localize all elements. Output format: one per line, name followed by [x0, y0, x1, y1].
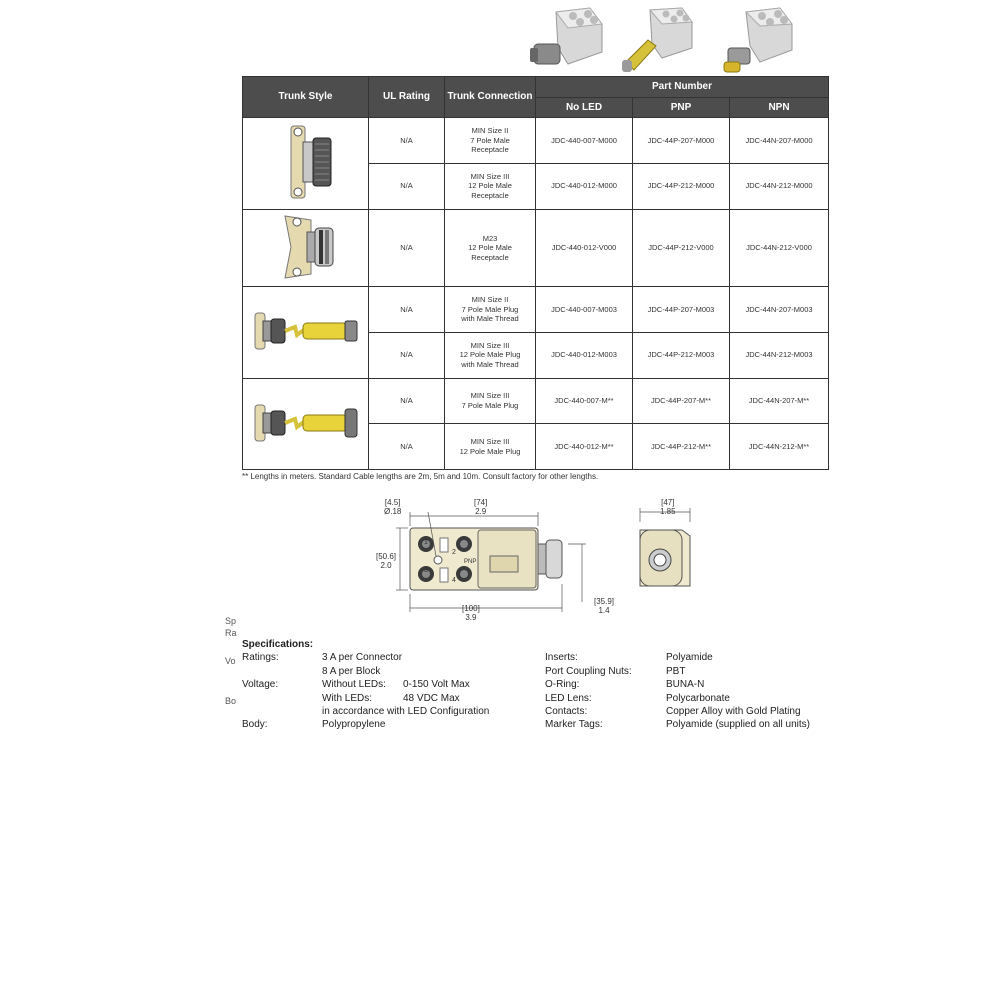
spec-value: Polyamide (supplied on all units)	[666, 719, 810, 730]
table-row	[243, 209, 829, 287]
header-pnp: PNP	[633, 98, 730, 118]
header-part-number: Part Number	[536, 77, 829, 98]
header-ul-rating: UL Rating	[369, 77, 445, 118]
spec-value: With LEDs:	[322, 693, 373, 704]
part-number-pnp: JDC-44P-212-M003	[633, 332, 730, 378]
trunk-connection-cell: MIN Size III 12 Pole Male Receptacle	[445, 163, 536, 209]
spec-key: LED Lens:	[545, 693, 592, 704]
trunk-style-image-plug-threaded	[243, 287, 369, 379]
part-number-npn: JDC-44N-207-M000	[730, 118, 829, 164]
fragment-text: Sp	[225, 616, 237, 626]
spec-key: Body:	[242, 719, 268, 730]
spec-value: 8 A per Block	[322, 666, 381, 677]
side-view-drawing	[630, 508, 700, 598]
ul-rating-cell: N/A	[369, 332, 445, 378]
ul-rating-cell: N/A	[369, 118, 445, 164]
part-number-pnp: JDC-44P-212-M**	[633, 424, 730, 470]
spec-key: Inserts:	[545, 652, 578, 663]
part-number-no-led: JDC-440-007-M000	[536, 118, 633, 164]
fragment-text: Ra	[225, 628, 237, 638]
part-number-no-led: JDC-440-012-M003	[536, 332, 633, 378]
footnote: ** Lengths in meters. Standard Cable lengths are 2m, 5m and 10m. Consult factory for other lengths.	[242, 472, 599, 481]
spec-value: Polyamide	[666, 652, 713, 663]
trunk-connection-cell: M23 12 Pole Male Receptacle	[445, 209, 536, 287]
part-number-no-led: JDC-440-012-M000	[536, 163, 633, 209]
part-number-no-led: JDC-440-007-M003	[536, 287, 633, 333]
trunk-connection-cell: MIN Size III 12 Pole Male Plug	[445, 424, 536, 470]
dim-width-top: [74] 2.9	[474, 498, 488, 516]
spec-value: 0-150 Volt Max	[403, 679, 470, 690]
part-number-npn: JDC-44N-212-M003	[730, 332, 829, 378]
part-number-npn: JDC-44N-207-M**	[730, 378, 829, 424]
part-number-pnp: JDC-44P-212-M000	[633, 163, 730, 209]
product-photo-receptacle	[528, 4, 608, 76]
trunk-style-image-min-receptacle	[243, 118, 369, 210]
header-no-led: No LED	[536, 98, 633, 118]
header-npn: NPN	[730, 98, 829, 118]
ul-rating-cell: N/A	[369, 424, 445, 470]
spec-value: PBT	[666, 666, 686, 677]
spec-key: Ratings:	[242, 652, 279, 663]
trunk-connection-cell: MIN Size II 7 Pole Male Receptacle	[445, 118, 536, 164]
spec-value: 3 A per Connector	[322, 652, 403, 663]
part-number-npn: JDC-44N-212-M**	[730, 424, 829, 470]
spec-key: Marker Tags:	[545, 719, 603, 730]
table-row	[243, 287, 829, 333]
spec-key: O-Ring:	[545, 679, 580, 690]
port-number-4: 4	[452, 577, 456, 584]
ul-rating-cell: N/A	[369, 163, 445, 209]
spec-value: BUNA-N	[666, 679, 705, 690]
fragment-text: Bo	[225, 696, 237, 706]
fragment-text: Vo	[225, 656, 236, 666]
spec-value: Copper Alloy with Gold Plating	[666, 706, 801, 717]
table-row	[243, 118, 829, 164]
pnp-marking: PNP	[464, 559, 477, 565]
dimension-drawing	[370, 490, 670, 625]
spec-value: Polycarbonate	[666, 693, 730, 704]
table-row	[243, 378, 829, 424]
part-number-pnp: JDC-44P-207-M**	[633, 378, 730, 424]
spec-key: Port Coupling Nuts:	[545, 666, 632, 677]
spec-value: in accordance with LED Configuration	[322, 706, 490, 717]
spec-value: Without LEDs:	[322, 679, 386, 690]
dim-hole-diameter: [4.5] Ø.18	[384, 498, 402, 516]
trunk-style-image-m23-receptacle	[243, 209, 369, 287]
part-number-pnp: JDC-44P-207-M000	[633, 118, 730, 164]
part-number-pnp: JDC-44P-207-M003	[633, 287, 730, 333]
dim-connector-offset: [35.9] 1.4	[594, 597, 615, 615]
trunk-connection-cell: MIN Size III 7 Pole Male Plug	[445, 378, 536, 424]
part-number-no-led: JDC-440-012-M**	[536, 424, 633, 470]
spec-key: Contacts:	[545, 706, 588, 717]
spec-value: 48 VDC Max	[403, 693, 460, 704]
port-number-2: 2	[452, 549, 456, 556]
part-number-npn: JDC-44N-207-M003	[730, 287, 829, 333]
header-trunk-style: Trunk Style	[243, 77, 369, 118]
port-number-1: 1	[424, 539, 428, 546]
spec-value: Polypropylene	[322, 719, 386, 730]
product-photo-plug-threaded	[618, 4, 698, 76]
part-number-pnp: JDC-44P-212-V000	[633, 209, 730, 287]
part-number-table	[242, 76, 829, 470]
part-number-no-led: JDC-440-012-V000	[536, 209, 633, 287]
trunk-connection-cell: MIN Size II 7 Pole Male Plug with Male Thread	[445, 287, 536, 333]
ul-rating-cell: N/A	[369, 287, 445, 333]
part-number-npn: JDC-44N-212-V000	[730, 209, 829, 287]
ul-rating-cell: N/A	[369, 378, 445, 424]
spec-key: Voltage:	[242, 679, 279, 690]
dim-overall-length: [100] 3.9	[462, 604, 480, 622]
header-trunk-connection: Trunk Connection	[445, 77, 536, 118]
product-photo-plug-cable	[720, 4, 800, 76]
trunk-connection-cell: MIN Size III 12 Pole Male Plug with Male Thread	[445, 332, 536, 378]
port-number-3: 3	[424, 567, 428, 574]
part-number-npn: JDC-44N-212-M000	[730, 163, 829, 209]
ul-rating-cell: N/A	[369, 209, 445, 287]
specs-title: Specifications:	[242, 639, 314, 650]
dim-height: [50.6] 2.0	[376, 552, 397, 570]
part-number-no-led: JDC-440-007-M**	[536, 378, 633, 424]
trunk-style-image-plug-cable	[243, 378, 369, 470]
dim-depth: [47] 1.85	[660, 498, 676, 516]
